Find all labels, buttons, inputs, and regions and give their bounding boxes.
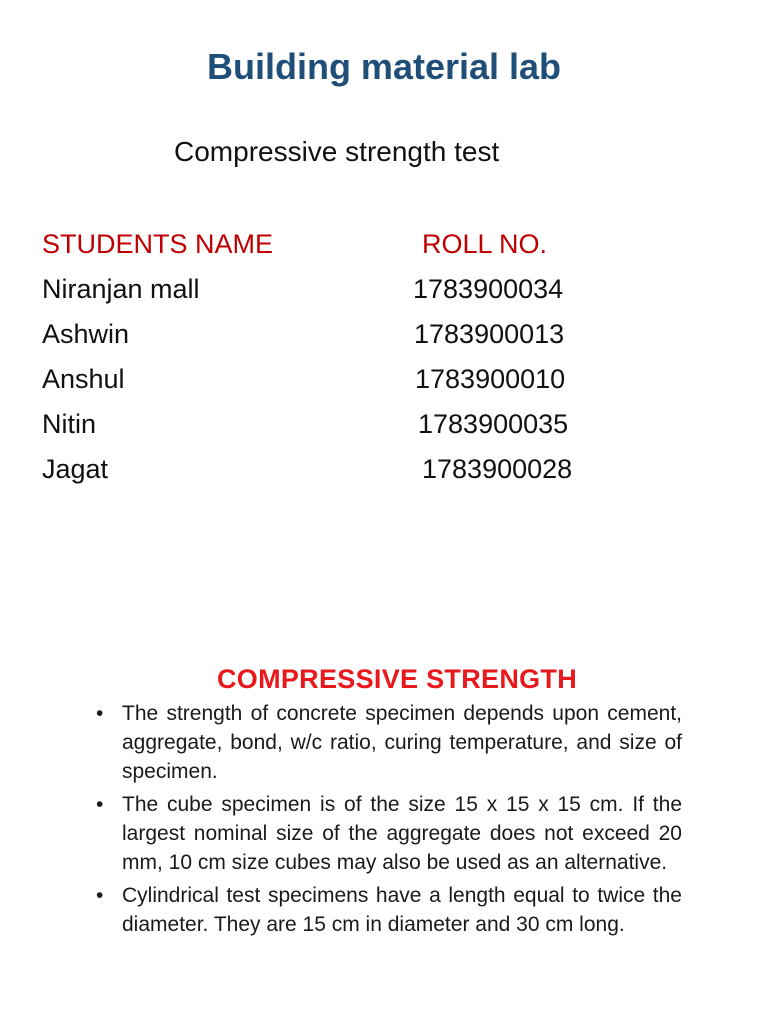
table-row — [42, 359, 682, 404]
student-roll: 1783900013 — [414, 319, 565, 349]
table-header-row — [42, 224, 682, 269]
bullet-list — [92, 699, 682, 939]
table-row — [42, 449, 682, 494]
page-title: Building material lab — [206, 46, 562, 87]
column-header-name: STUDENTS NAME — [42, 229, 274, 259]
student-name: Anshul — [42, 364, 125, 394]
bullet-icon: • — [96, 793, 104, 816]
student-roll: 1783900034 — [413, 274, 564, 304]
bullet-text: The cube specimen is of the size 15 x 15 x 15 cm. If the largest nominal size of the aggregate does not exceed 20 mm, 10 cm size cubes may also be used as an alternative. — [122, 793, 682, 874]
student-name: Jagat — [42, 454, 109, 484]
table-row — [42, 314, 682, 359]
student-roll: 1783900028 — [422, 454, 573, 484]
bullet-text: The strength of concrete specimen depends upon cement, aggregate, bond, w/c ratio, curing temperature, and size of specimen. — [122, 702, 682, 783]
student-name: Niranjan mall — [42, 274, 200, 304]
bullet-icon: • — [96, 702, 104, 725]
bullet-item — [92, 790, 682, 877]
student-name: Nitin — [42, 409, 97, 439]
bullet-icon: • — [96, 884, 104, 907]
students-table — [42, 224, 682, 494]
student-roll: 1783900035 — [418, 409, 569, 439]
student-name: Ashwin — [42, 319, 130, 349]
table-row — [42, 269, 682, 314]
student-roll: 1783900010 — [415, 364, 566, 394]
column-header-roll: ROLL NO. — [422, 229, 548, 259]
section-heading: COMPRESSIVE STRENGTH — [216, 664, 578, 694]
bullet-item — [92, 699, 682, 786]
page-subtitle: Compressive strength test — [174, 136, 500, 167]
bullet-item — [92, 881, 682, 939]
table-row — [42, 404, 682, 449]
compressive-strength-section — [92, 664, 682, 943]
bullet-text: Cylindrical test specimens have a length equal to twice the diameter. They are 15 cm in diameter and 30 cm long. — [122, 884, 682, 936]
